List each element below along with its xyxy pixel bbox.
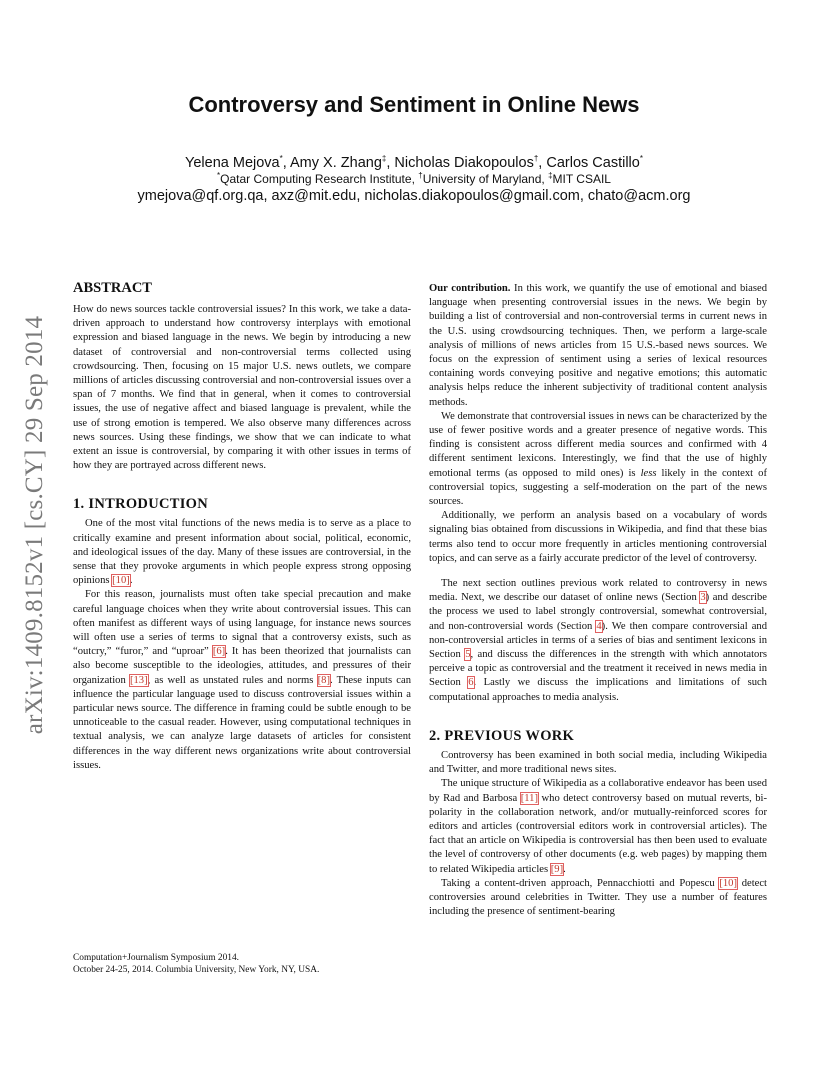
text-run: . xyxy=(563,863,566,875)
text-run: The next section outlines previous work related to controversy in news media. Next, we describe our dataset of online news (Section xyxy=(429,578,767,604)
paragraph-lead: Our contribution. xyxy=(429,283,511,294)
paragraph xyxy=(429,577,767,705)
citation-link[interactable]: [10] xyxy=(112,575,130,587)
section-link[interactable]: 6 xyxy=(468,677,474,689)
author-name: Amy X. Zhang xyxy=(290,155,382,171)
section-heading-introduction: 1. INTRODUCTION xyxy=(73,496,209,513)
left-column xyxy=(73,279,411,773)
author-name: Nicholas Diakopoulos xyxy=(394,155,534,171)
section-heading-previous-work: 2. PREVIOUS WORK xyxy=(429,727,575,744)
footnote-line: Computation+Journalism Symposium 2014. xyxy=(73,953,239,963)
paragraph xyxy=(429,777,767,876)
citation-link[interactable]: [11] xyxy=(520,792,538,804)
emphasis: less xyxy=(640,467,657,479)
affiliation-marker: * xyxy=(639,154,643,164)
affiliation-marker: ‡ xyxy=(381,154,387,164)
arxiv-identifier-text: arXiv:1409.8152v1 [cs.CY] 29 Sep 2014 xyxy=(21,315,48,735)
paragraph xyxy=(73,588,411,773)
abstract-heading: ABSTRACT xyxy=(73,280,152,296)
author-name: Yelena Mejova xyxy=(185,155,280,171)
affiliation-marker: † xyxy=(418,171,423,180)
paragraph xyxy=(429,877,767,920)
author-name: Carlos Castillo xyxy=(546,155,640,171)
paragraph: Controversy has been examined in both social media, including Wikipedia and Twitter, and more traditional news sites. xyxy=(429,749,767,776)
paper-title: Controversy and Sentiment in Online News xyxy=(188,92,640,117)
footnote-line: October 24-25, 2014. Columbia University, New York, NY, USA. xyxy=(73,965,320,975)
text-run: We demonstrate that controversial issues in news can be characterized by the use of fewer positive words and a greater presence of negative words. This finding is consistent across different media sources and confirmed with 4 different sentiment lexicons. Interestingly, we find that the use of highly emotional terms (as opposed to mild ones) is xyxy=(429,410,767,479)
affiliation-marker: * xyxy=(217,171,221,180)
text-run: who detect controversy based on mutual reverts, bi-polarity in the collaboration network, and/or mutually-reinforced scores for editors and articles (controversial editors work in controversial articles). The fact that an article on Wikipedia is controversial has then been used to evaluate the level of controversy of other documents (e.g. web pages) by mapping them to related Wikipedia articles xyxy=(429,792,767,875)
text-run: In this work, we quantify the use of emotional and biased language when presenting controversial issues in the news. We begin by building a list of controversial and non-controversial terms in current news in the U.S. using crowdsourcing techniques. Then, we perform a large-scale analysis of millions of news articles from 15 U.S.-based news sources. We focus on the expression of sentiment using a series of lexical resources containing words conveying positive and negative emotions; this automatic analysis helps reduce the inherent subjectivity of traditional content analysis methods. xyxy=(429,283,768,408)
citation-link[interactable]: [8] xyxy=(317,674,330,686)
text-run: For this reason, journalists must often take special precaution and make careful language choices when they write about controversial issues. This can often manifest as different ways of using language, for instance news sources will often use a series of terms to signal that a controversy exists, such as “outcry,” “furor,” and “uproar” xyxy=(73,589,411,658)
text-run: , as well as unstated rules and norms xyxy=(147,674,318,686)
citation-link[interactable]: [9] xyxy=(550,863,564,875)
text-run: One of the most vital functions of the news media is to serve as a place to critically examine and present information about social, political, economic, and ideological issues of the day. Many of these issues are controversial, in the sense that they provoke arguments in which people express strong opposing opinions xyxy=(73,518,411,587)
affiliations xyxy=(70,172,758,187)
citation-link[interactable]: [13] xyxy=(129,674,148,686)
affiliation-marker: † xyxy=(533,154,539,164)
text-run: likely in the context of controversial topics, suggesting a self-moderation on the part of the news sources. xyxy=(429,467,767,508)
text-run: . It has been theorized that journalists can also become susceptible to the ideologies, attitudes, and pressures of their organization xyxy=(73,646,411,686)
affiliation-marker: ‡ xyxy=(548,171,553,180)
author-list: Yelena Mejova*, Amy X. Zhang‡, Nicholas Diakopoulos†, Carlos Castillo* xyxy=(185,154,643,171)
text-run: . Lastly we discuss the implications and limitations of such computational approaches to media analysis. xyxy=(429,677,767,703)
text-run: ) and describe the process we used to label strongly controversial, somewhat controversial, and non-controversial words (Section xyxy=(429,592,767,632)
section-link[interactable]: 5 xyxy=(465,649,471,661)
text-run: . These inputs can influence the particular language used to discuss controversial issues within a particular news source. The difference in framing could be subtle enough to be unnoticeable to the casual reader. However, using computational techniques in textual analysis, we can analyze large datasets of articles for consistent differences in the way different news organizations write about controversial issues. xyxy=(73,674,411,771)
venue-footnote xyxy=(73,952,411,976)
abstract-text: How do news sources tackle controversial issues? In this work, we take a data-driven approach to understand how controversy interplays with emotional expression and biased language in the news. We begin by introducing a new dataset of controversial and non-controversial terms collected using crowdsourcing. Then, focusing on 15 major U.S. news outlets, we compare millions of articles discussing controversial and non-controversial issues over a span of 7 months. We find that in general, when it comes to controversial issues, the use of negative affect and biased language is prevalent, while the use of strong emotion is tempered. We also observe many differences across news sources. Using these findings, we show that we can indicate to what extent an issue is controversial, by comparing it with other issues in terms of how they are portrayed across different news. xyxy=(73,304,411,472)
affiliation-text: MIT CSAIL xyxy=(552,172,611,186)
right-column xyxy=(429,282,767,919)
text-run: ). We then compare controversial and non-controversial articles in terms of a series of bias and sentiment lexicons in Section xyxy=(429,620,767,661)
affiliation-marker: * xyxy=(279,154,283,164)
paragraph xyxy=(429,410,767,509)
affiliation-text: University of Maryland, xyxy=(422,172,549,186)
affiliation-text: Qatar Computing Research Institute, xyxy=(220,172,419,186)
citation-link[interactable]: [10] xyxy=(719,877,737,889)
section-link[interactable]: 4 xyxy=(596,620,602,632)
text-run: detect controversies around celebrities in Twitter. They use a number of features including the presence of sentiment-bearing xyxy=(429,877,767,918)
text-run: , and discuss the differences in the strength with which annotators perceive a topic as controversial and the treatment it received in news media in Section xyxy=(429,649,767,689)
author-emails: ymejova@qf.org.qa, axz@mit.edu, nicholas.diakopoulos@gmail.com, chato@acm.org xyxy=(137,188,691,204)
citation-link[interactable]: [6] xyxy=(212,646,226,658)
paragraph xyxy=(429,282,767,410)
text-run: Taking a content-driven approach, Pennacchiotti and Popescu xyxy=(441,877,720,889)
text-run: The unique structure of Wikipedia as a collaborative endeavor has been used by Rad and Barbosa xyxy=(429,778,767,804)
paragraph: Additionally, we perform an analysis based on a vocabulary of words signaling bias obtained from discussions in Wikipedia, and find that these bias terms also tend to occur more frequently in articles mentioning controversial topics, and can serve as a fairly accurate predictor of the level of controversy. xyxy=(429,510,767,564)
arxiv-identifier xyxy=(10,290,60,760)
paragraph xyxy=(73,517,411,588)
section-link[interactable]: 3 xyxy=(700,592,706,604)
text-run: . xyxy=(129,575,133,587)
